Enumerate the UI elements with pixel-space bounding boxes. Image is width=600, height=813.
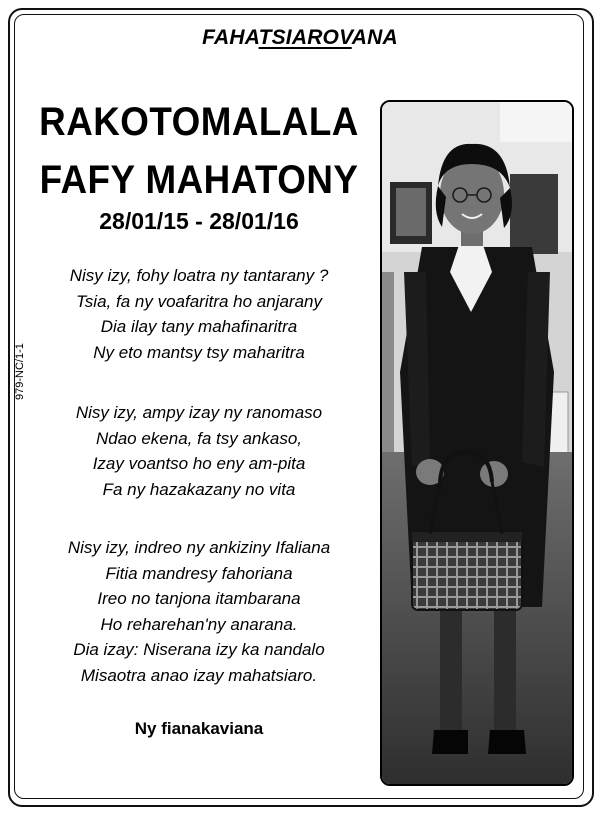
poem-line: Ny eto mantsy tsy maharitra	[93, 342, 305, 362]
poem-line: Dia izay: Niserana izy ka nandalo	[73, 640, 325, 659]
portrait-photo	[380, 100, 574, 786]
poem-line: Fitia mandresy fahoriana	[105, 563, 293, 583]
name-line-2: FAFY MAHATONY	[39, 158, 359, 202]
poem-line: Tsia, fa ny voafaritra ho anjarany	[75, 291, 322, 311]
poem-stanza-2	[24, 400, 374, 502]
poem-line: Fa ny hazakazany no vita	[102, 479, 296, 499]
heading-prefix: FAHA	[202, 26, 259, 49]
poem-line: Nisy izy, fohy loatra ny tantarany ?	[69, 266, 329, 285]
poem-line: Misaotra anao izay mahatsiaro.	[80, 665, 318, 685]
poem-line: Ho reharehan'ny anarana.	[100, 614, 298, 634]
poem-line: Izay voantso ho eny am-pita	[92, 454, 306, 473]
poem-stanza-1	[24, 263, 374, 365]
poem-line: Ireo no tanjona itambarana	[97, 589, 301, 608]
memorial-dates: 28/01/15 - 28/01/16	[99, 208, 299, 234]
poem-line: Ndao ekena, fa tsy ankaso,	[95, 428, 303, 448]
heading-underlined: TSIAROV	[258, 26, 352, 49]
poem-line: Nisy izy, ampy izay ny ranomaso	[75, 403, 323, 422]
poem-stanza-3	[24, 535, 374, 688]
name-line-1: RAKOTOMALALA	[39, 100, 359, 144]
poem-line: Nisy izy, indreo ny ankiziny Ifaliana	[67, 538, 331, 557]
poem-line: Dia ilay tany mahafinaritra	[100, 317, 298, 336]
family-signature: Ny fianakaviana	[134, 719, 264, 738]
heading-suffix: ANA	[351, 26, 398, 49]
reference-code: 979-NC/1-1	[14, 343, 26, 400]
portrait-illustration	[382, 102, 572, 784]
notice-heading	[0, 26, 600, 50]
